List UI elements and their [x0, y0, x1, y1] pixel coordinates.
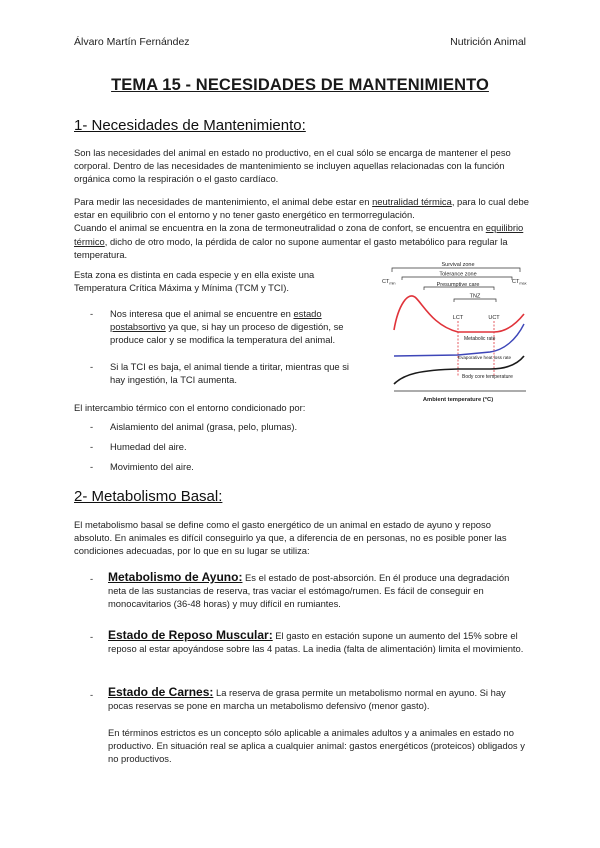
text-run: La reserva de grasa permite un metabolismo normal en ayuno. Si hay pocas reservas se pone en marcha un metabolismo defensivo (menor gasto). [108, 687, 506, 712]
bullet-dash: - [90, 631, 94, 642]
evaporative-heat-label: Evaporative heat loss rate [458, 355, 512, 360]
term-reposo-muscular: Estado de Reposo Muscular: [108, 628, 273, 642]
ct-max-label: $CT_{max}$ [512, 279, 527, 286]
text-run: , dicho de otro modo, la pérdida de calor no supone aumentar el gasto metabólico para regular la temperatura. [74, 235, 508, 260]
lct-label: LCT [452, 315, 464, 321]
text-run: ya que, si hay un proceso de digestión, se produce calor y se modifica la temperatura del animal. [110, 321, 344, 346]
s1-paragraph-2 [74, 195, 530, 261]
text-run: El gasto en estación supone un aumento del 15% sobre el reposo al estar apoyándose sobre las 4 patas. La inedia (falta de alimentación) limita el movimiento. [108, 630, 524, 655]
s2-item-reposo [108, 629, 528, 655]
text-run: , para lo cual debe estar en equilibrio con el entorno y no tener gasto energético en termorregulación. [74, 196, 529, 221]
text-run: Para medir las necesidades de mantenimiento, el animal debe estar en [74, 196, 373, 207]
list-item [90, 307, 360, 347]
thermoneutral-zone-figure [380, 258, 530, 408]
term-equilibrio-termico: equilibrio térmico [74, 222, 524, 247]
s1-paragraph-1: Son las necesidades del animal en estado no productivo, en el cual sólo se encarga de mantener el peso corporal. Dentro de las necesidades de mantenimiento se incluyen aquellas relacionadas con la función orgánica como la respiración o el gasto cardíaco. [74, 147, 511, 185]
term-estado-carnes: Estado de Carnes: [108, 685, 214, 699]
bullet-dash: - [90, 573, 94, 584]
section-1-heading: 1- Necesidades de Mantenimiento: [74, 117, 306, 134]
s1-conditions-list [90, 420, 390, 474]
s1-paragraph-4: Esta zona es distinta en cada especie y en ella existe una Temperatura Crítica Máxima y Mínima (TCM y TCI). [74, 269, 315, 294]
s2-item-ayuno [108, 571, 528, 611]
page-title: TEMA 15 - NECESIDADES DE MANTENIMIENTO [111, 76, 489, 94]
tnz-label: TNZ [469, 293, 481, 300]
metabolic-rate-label: Metabolic rate [464, 336, 496, 342]
metabolic-rate-curve [394, 293, 524, 332]
evaporative-heat-curve [394, 324, 524, 356]
text-run: Si la TCI es baja, el animal tiende a tiritar, mientras que si hay ingestión, la TCI aumenta. [110, 360, 350, 385]
s2-paragraph-1: El metabolismo basal se define como el gasto energético de un animal en estado de ayuno y reposo absoluto. En animales es difícil conseguirlo ya que, a diferencia de en personas, no es posible poner las condiciones adecuadas, por lo que en su lugar se utiliza: [74, 519, 507, 557]
presumptive-care-label: Presumptive care [436, 282, 480, 288]
s1-paragraph-5: El intercambio térmico con el entorno condicionado por: [74, 402, 306, 413]
s2-closing-paragraph: En términos estrictos es un concepto sólo aplicable a animales adultos y a animales en estado no productivo. En situación real se aplica a cualquier animal: gastos energéticos (proteicos) obligados y no productivos. [108, 727, 525, 765]
uct-label: UCT [488, 315, 500, 321]
term-neutralidad-termica: neutralidad térmica [372, 196, 452, 207]
body-core-temperature-label: Body core temperature [462, 374, 513, 380]
s1-bullets [90, 307, 360, 386]
term-estado-postabsortivo: estado postabsortivo [110, 308, 322, 333]
header-author: Álvaro Martín Fernández [74, 36, 190, 48]
text-run: Nos interesa que el animal se encuentre en [110, 308, 294, 319]
section-2-heading: 2- Metabolismo Basal: [74, 488, 223, 505]
text-run: Cuando el animal se encuentra en la zona de termoneutralidad o zona de confort, se encuentra en [74, 222, 486, 234]
x-axis-label: Ambient temperature (°C) [422, 397, 494, 403]
s2-item-carnes [108, 686, 528, 712]
list-item: - Humedad del aire. [90, 440, 390, 453]
list-item: - Aislamiento del animal (grasa, pelo, plumas). [90, 420, 390, 433]
list-item: - Movimiento del aire. [90, 460, 390, 473]
bullet-dash: - [90, 689, 94, 700]
text-run: Es el estado de post-absorción. En él produce una degradación neta de las sustancias de reserva, tras vaciar el estómago/rumen. Es fácil de conseguir en monocavitarios (36-48 horas) y muy difícil en rumiantes. [108, 572, 510, 610]
list-item [90, 360, 360, 386]
tolerance-zone-label: Tolerance zone [439, 271, 477, 278]
survival-zone-label: Survival zone [441, 262, 475, 268]
ct-min-label: $CT_{min}$ [382, 279, 396, 286]
term-metabolismo-ayuno: Metabolismo de Ayuno: [108, 570, 243, 584]
header-subject: Nutrición Animal [450, 36, 526, 48]
